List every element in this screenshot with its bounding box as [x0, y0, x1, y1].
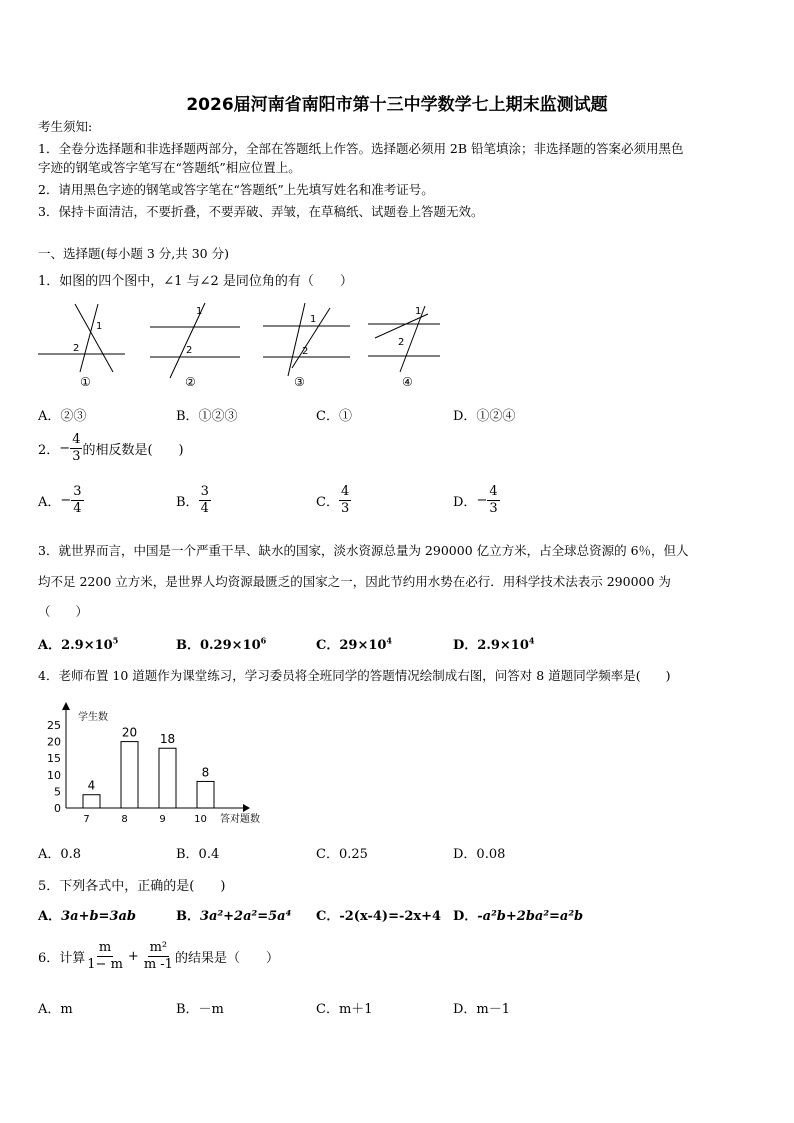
angle-label-1: 1	[310, 314, 317, 325]
angle-label-2: 2	[302, 346, 309, 357]
q2-num: 4	[72, 432, 81, 447]
x-axis-label: 答对题数	[220, 814, 260, 825]
q5-option-a: A．3a+b=3ab	[38, 909, 136, 924]
question-3-line-1: 3．就世界而言，中国是一个严重干旱、缺水的国家，淡水资源总量为 290000 亿立方米，占全球总资源的 6％，但人	[38, 543, 689, 558]
q1-figures	[30, 300, 450, 395]
q6-fraction-2: $\frac{\text{m²}}{m -1}$	[143, 940, 173, 972]
x-tick-label: 9	[159, 814, 166, 825]
y-tick-label: 0	[54, 802, 61, 815]
q1-option-d: D．①②④	[453, 409, 516, 424]
figure-label-4: ④	[402, 375, 413, 389]
page-title: 2026届河南省南阳市第十三中学数学七上期末监测试题	[186, 95, 608, 115]
angle-label-1: 1	[415, 306, 422, 317]
notice-item: 3．保持卡面清洁，不要折叠，不要弄破、弄皱，在草稿纸、试题卷上答题无效。	[38, 204, 484, 219]
figure-label-1: ①	[80, 375, 91, 389]
figure-label-3: ③	[294, 375, 305, 389]
question-3-line-3: （ ）	[38, 604, 89, 619]
question-2-stem: 2． − $\frac{4}{3}$ 的相反数是( )	[38, 432, 184, 464]
q6-fraction-1: $\frac{m}{1- m}$	[87, 940, 123, 972]
q1-figure-3	[263, 303, 350, 389]
question-5-stem: 5．下列各式中，正确的是( )	[38, 879, 226, 894]
section-heading: 一、选择题(每小题 3 分,共 30 分)	[38, 246, 229, 261]
q2-prefix: 2．	[38, 443, 60, 458]
q2-option-b: B． $\frac{3}{4}$	[176, 484, 209, 516]
q5-option-b: B．3a²+2a²=5a⁴	[176, 909, 292, 924]
q6-option-b: B．－m	[176, 1002, 224, 1017]
q3-option-a: A．$2.9\times 10^5$	[38, 635, 119, 653]
x-tick-label: 8	[121, 814, 128, 825]
question-3-line-2: 均不足 2200 立方米，是世界人均资源最匮乏的国家之一，因此节约用水势在必行．用科学技术法表示 290000 为	[38, 574, 671, 589]
q4-option-b: B．0.4	[176, 847, 220, 862]
notice-item: 字迹的钢笔或答字笔写在“答题纸”相应位置上。	[38, 160, 301, 175]
y-tick-label: 15	[47, 752, 61, 766]
q5-option-c: C．-2(x-4)=-2x+4	[316, 909, 442, 924]
bar-value-label: 18	[159, 732, 176, 747]
q4-bar-chart	[38, 700, 288, 830]
x-axis-arrow	[243, 804, 250, 812]
bar	[83, 795, 100, 808]
bar	[159, 748, 176, 808]
angle-label-2: 2	[73, 343, 80, 354]
y-tick-label: 25	[47, 719, 61, 732]
bar-value-label: 4	[87, 778, 96, 793]
q3-option-c: C．$29\times 10^4$	[316, 635, 392, 653]
x-tick-label: 7	[83, 814, 90, 825]
angle-label-1: 1	[96, 321, 103, 332]
notice-item: 1．全卷分选择题和非选择题两部分，全部在答题纸上作答。选择题必须用 2B 铅笔填涂；非选择题的答案必须用黑色	[38, 141, 684, 156]
y-tick-label: 10	[47, 768, 61, 782]
question-6-stem: 6．计算 $\frac{m}{1- m}$ + $\frac{\text{m²}}{m -1}$ 的结果是（ ）	[38, 940, 279, 972]
q1-figure-1	[38, 304, 125, 389]
y-tick-label: 5	[54, 785, 61, 799]
q2-fraction	[70, 432, 82, 465]
q1-option-b: B．①②③	[176, 409, 238, 424]
q1-option-c: C．①	[316, 409, 352, 424]
bar	[197, 781, 214, 808]
bar	[121, 742, 138, 808]
q6-option-d: D．m－1	[453, 1002, 511, 1017]
angle-label-1: 1	[196, 306, 203, 317]
y-axis-label: 学生数	[78, 712, 108, 723]
q2-den: 3	[72, 449, 81, 464]
angle-label-2: 2	[398, 337, 405, 348]
q2-suffix: 的相反数是( )	[82, 443, 184, 458]
q2-option-c: C． $\frac{4}{3}$	[316, 484, 350, 516]
q4-option-d: D．0.08	[453, 847, 506, 862]
figure-label-2: ②	[185, 375, 196, 389]
q3-option-d: D．$2.9\times 10^4$	[453, 635, 535, 653]
bar-value-label: 20	[121, 725, 138, 740]
x-tick-label: 10	[194, 814, 207, 825]
y-axis-arrow	[62, 702, 70, 710]
q1-figure-4	[368, 306, 440, 389]
q5-option-d: D．-a²b+2ba²=a²b	[453, 909, 584, 924]
q2-option-a: A． − $\frac{3}{4}$	[38, 484, 82, 516]
q6-option-a: A．m	[38, 1002, 73, 1017]
q6-option-c: C．m＋1	[316, 1002, 373, 1017]
y-tick-label: 20	[47, 735, 61, 749]
q1-figure-2	[150, 303, 240, 389]
q1-option-a: A．②③	[38, 409, 87, 424]
q3-option-b: B．$0.29\times 10^6$	[176, 635, 267, 653]
angle-label-2: 2	[186, 345, 193, 356]
q4-option-a: A．0.8	[38, 847, 82, 862]
question-4-stem: 4．老师布置 10 道题作为课堂练习，学习委员将全班同学的答题情况绘制成右图，问答对 8 道题同学频率是( )	[38, 668, 671, 683]
notice-item: 2．请用黑色字迹的钢笔或答字笔在“答题纸”上先填写姓名和准考证号。	[38, 182, 434, 197]
notice-heading: 考生须知:	[38, 119, 93, 134]
q4-option-c: C．0.25	[316, 847, 368, 862]
question-1-stem: 1．如图的四个图中，∠1 与∠2 是同位角的有（ ）	[38, 274, 353, 289]
q2-option-d: D． − $\frac{4}{3}$	[453, 484, 498, 516]
bar-value-label: 8	[201, 765, 210, 780]
